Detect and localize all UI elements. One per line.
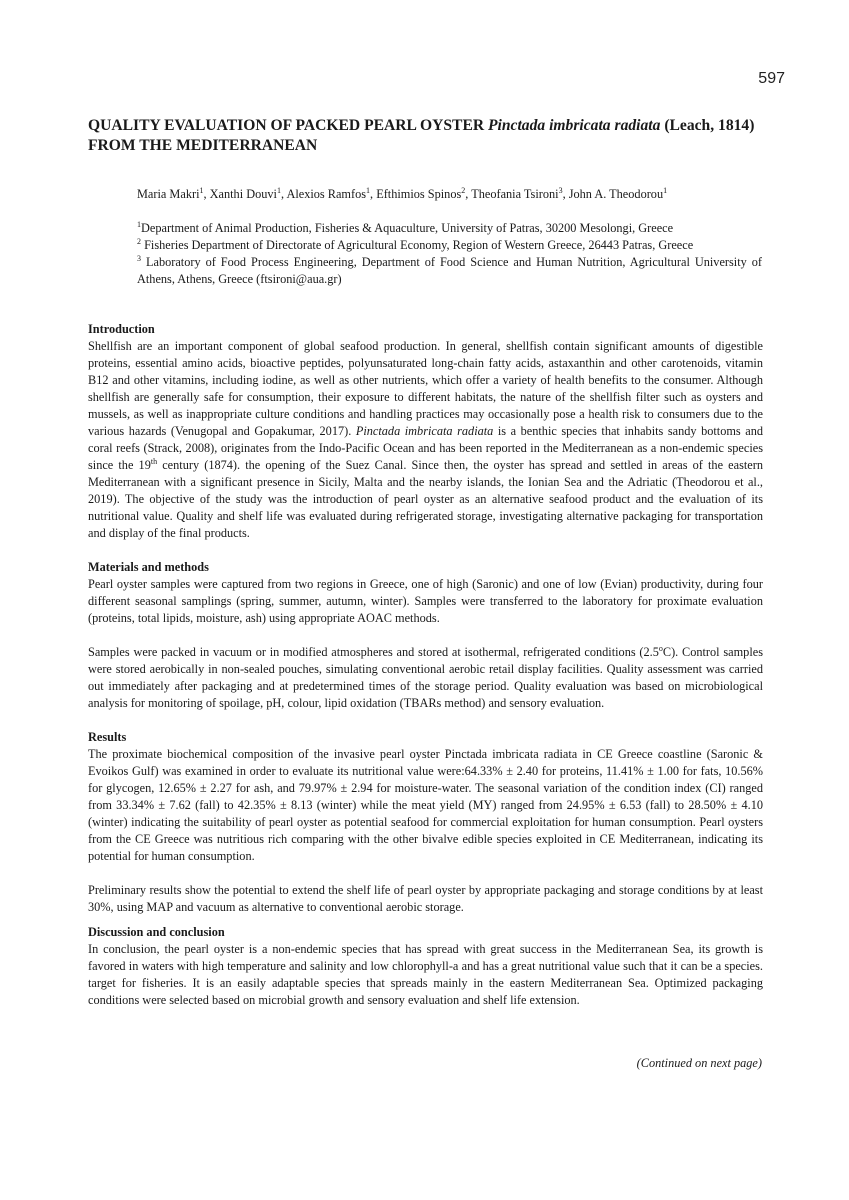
body-text [88, 321, 763, 1009]
author-5: Theofania Tsironi$^3$, [471, 185, 569, 201]
introduction-heading: Introduction [88, 322, 155, 336]
author-4: Efthimios Spinos$^2$, [376, 185, 472, 201]
affiliation-1: $^1$Department of Animal Production, Fisheries & Aquaculture, University of Patras, 30200 Mesolongi, Greece [137, 219, 674, 235]
discussion-section [88, 924, 763, 1009]
methods-paragraph-1: Pearl oyster samples were captured from two regions in Greece, one of high (Saronic) and one of low (Evian) productivity, during four different seasonal samplings (spring, summer, autumn, winter). Samples were transferred to the laboratory for proximate evaluation (proteins, total lipids, moisture, ash) using appropriate AOAC methods. [88, 577, 763, 625]
discussion-paragraph: In conclusion, the pearl oyster is a non-endemic species that has spread with great success in the Mediterranean Sea, its growth is favored in waters with high temperature and salinity and low chlorophyll-a and has a great nutritional value such that it can be a species. target for fisheries. It is an easily adaptable species that spreads mainly in the eastern Mediterranean Sea. Optimized packaging conditions were selected based on microbial growth and sensory evaluation and shelf life extension. [88, 942, 763, 1007]
page-number: 597 [758, 70, 785, 87]
methods-heading: Materials and methods [88, 560, 209, 574]
author-1: Maria Makri$^1$, [137, 185, 210, 201]
title-species: Pinctada imbricata radiata [488, 117, 661, 134]
results-heading: Results [88, 730, 127, 744]
author-2: Xanthi Douvi$^1$, [209, 185, 287, 201]
continued-note: (Continued on next page) [636, 1056, 762, 1070]
results-paragraph-1: The proximate biochemical composition of the invasive pearl oyster Pinctada imbricata radiata in CE Greece coastline (Saronic & Evoikos Gulf) was examined in order to evaluate its nutritional value were:64.33% ± 2.40 for proteins, 11.41% ± 1.00 for fats, 10.56% for glycogen, 12.65% ± 2.27 for ash, and 79.97% ± 2.94 for moisture-water. The seasonal variation of the condition index (CI) ranged from 33.34% ± 7.62 (fall) to 42.35% ± 8.13 (winter) while the meat yield (MY) ranged from 24.95% ± 6.53 (fall) to 28.50% ± 4.10 (winter) indicating the suitability of pearl oyster as potential seafood for commercial exploitation for human consumption. Pearl oysters from the CE Greece was nutritious rich comparing with the other bivalve edible species exploited in CE Mediterranean, indicating its potential for human consumption. [88, 747, 763, 863]
affiliations [137, 220, 762, 288]
author-list [137, 186, 767, 202]
author-3: Alexios Ramfos$^1$, [286, 185, 377, 201]
discussion-heading: Discussion and conclusion [88, 925, 225, 939]
affiliation-2: $^2$ Fisheries Department of Directorate of Agricultural Economy, Region of Western Greece, 26443 Patras, Greece [137, 236, 694, 252]
affiliation-3: $^3$ Laboratory of Food Process Engineering, Department of Food Science and Human Nutrition, Agricultural University of Athens, Athens, Greece (ftsironi@aua.gr) [137, 253, 762, 286]
author-6: John A. Theodorou$^1$ [568, 185, 668, 201]
title-part-2: (Leach, 1814) FROM THE MEDITERRANEAN [88, 117, 755, 154]
results-section [88, 729, 763, 916]
paper-title [88, 116, 768, 156]
methods-section [88, 559, 763, 712]
introduction-section [88, 321, 763, 542]
results-paragraph-2: Preliminary results show the potential to extend the shelf life of pearl oyster by appropriate packaging and storage conditions by at least 30%, using MAP and vacuum as alternative to conventional aerobic storage. [88, 883, 763, 914]
introduction-paragraph: Shellfish are an important component of global seafood production. In general, shellfish contain significant amounts of digestible proteins, essential amino acids, bioactive peptides, polyunsaturated long-chain fatty acids, astaxanthin and other carotenoids, vitamin B12 and other vitamins, including iodine, as well as other nutrients, which offer a variety of health benefits to the consumer. Although shellfish are generally safe for consumption, their exposure to different habitats, the nature of the shellfish filter such as oysters and mussels, as well as inappropriate culture conditions and handling practices may occasionally pose a health risk to consumers due to the various hazards (Venugopal and Gopakumar, 2017). Pinctada imbricata radiata is a benthic species that inhabits sandy bottoms and coral reefs (Strack, 2008), originates from the Indo-Pacific Ocean and has been reported in the Mediterranean as a non-endemic species since the 19th century (1874). the opening of the Suez Canal. Since then, the oyster has spread and settled in areas of the eastern Mediterranean with a significant presence in Sicily, Malta and the nearby islands, the Ionian Sea and the Adriatic (Theodorou et al., 2019). The objective of the study was the introduction of pearl oyster as an alternative seafood product and the evaluation of its nutritional value. Quality and shelf life was evaluated during refrigerated storage, investigating alternative packaging for transportation and display of the final products. [88, 339, 764, 540]
methods-paragraph-2: Samples were packed in vacuum or in modified atmospheres and stored at isothermal, refrigerated conditions (2.5$^o$C). Control samples were stored aerobically in non-sealed pouches, simulating conventional aerobic retail display facilities. Quality assessment was carried out immediately after packaging and at predetermined times of the storage period. Quality evaluation was based on microbiological analysis for monitoring of spoilage, pH, colour, lipid oxidation (TBARs method) and sensory evaluation. [88, 643, 763, 710]
title-part-1: QUALITY EVALUATION OF PACKED PEARL OYSTER [88, 117, 489, 134]
